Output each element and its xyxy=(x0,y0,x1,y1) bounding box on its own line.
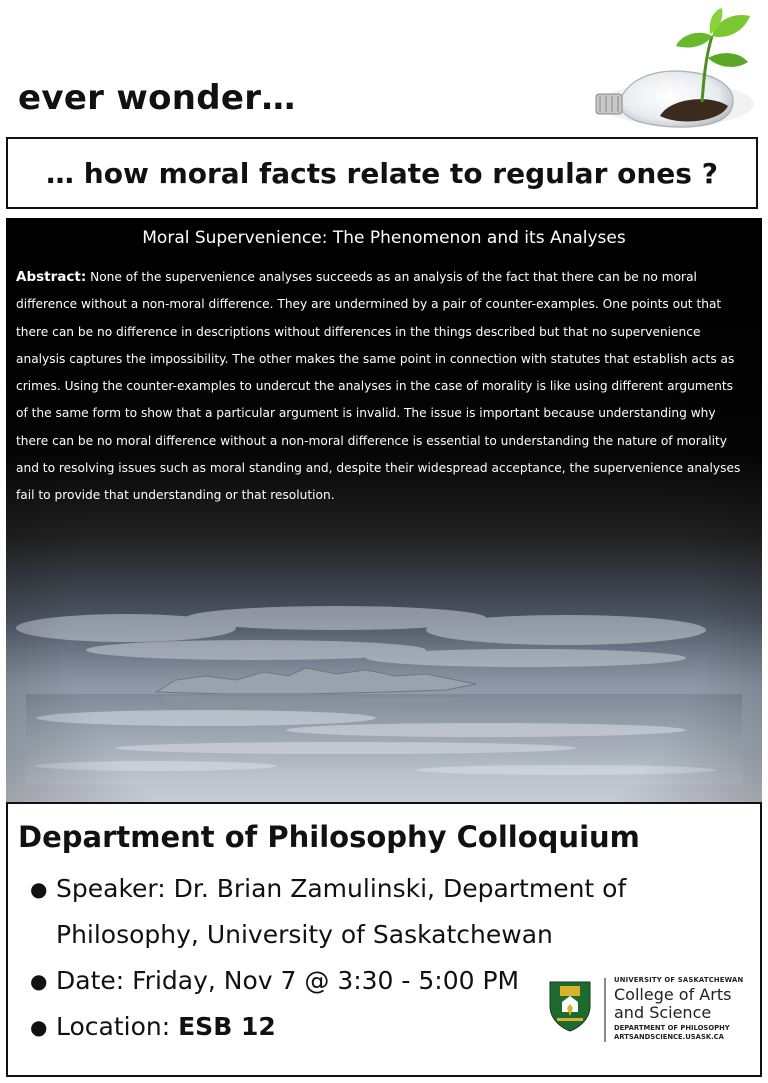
abstract-body: None of the supervenience analyses succeeds as an analysis of the fact that there can be no moral difference without a non-moral difference. They are undermined by a pair of counter-examples. One points out that there can be no difference in descriptions without differences in the things described but that no supervenience analysis captures the impossibility. The other makes the same point in connection with statutes that establish acts as crimes. Using the counter-examples to undercut the analyses in the case of morality is like using different arguments of the same form to show that a particular argument is invalid. The issue is important because understanding why there can be no moral difference without a non-moral difference is essential to understanding the nature of morality and to resolving issues such as moral standing and, despite their widespread acceptance, the supervenience analyses fail to provide that understanding or that resolution. xyxy=(16,270,741,503)
university-crest-icon xyxy=(548,980,592,1032)
lightbulb-plant-icon xyxy=(590,6,760,134)
bullet-icon: ● xyxy=(30,877,48,901)
location-value: ESB 12 xyxy=(178,1012,276,1041)
logo-website: ARTSANDSCIENCE.USASK.CA xyxy=(614,1033,724,1041)
speaker-text: Speaker: Dr. Brian Zamulinski, Department of Philosophy, University of Saskatchewan xyxy=(56,874,627,949)
question-text: … how moral facts relate to regular ones ? xyxy=(46,156,718,190)
logo-department-name: DEPARTMENT OF PHILOSOPHY xyxy=(614,1024,730,1032)
bullet-icon: ● xyxy=(30,1015,48,1039)
college-logo xyxy=(548,974,758,1048)
abstract-panel xyxy=(6,218,762,802)
abstract-label: Abstract: xyxy=(16,269,87,285)
bullet-icon: ● xyxy=(30,969,48,993)
logo-divider xyxy=(604,978,606,1042)
abstract-title: Moral Supervenience: The Phenomenon and its Analyses xyxy=(142,228,626,248)
logo-department xyxy=(614,1024,730,1042)
abstract-text xyxy=(16,264,744,510)
date-text: Date: Friday, Nov 7 @ 3:30 - 5:00 PM xyxy=(56,966,520,995)
headline: ever wonder… xyxy=(18,78,296,118)
colloquium-title: Department of Philosophy Colloquium xyxy=(18,820,640,854)
colloquium-box xyxy=(6,802,762,1077)
question-box xyxy=(6,137,758,209)
location-label: Location: xyxy=(56,1012,179,1041)
logo-college: College of Arts and Science xyxy=(614,985,732,1022)
logo-university: UNIVERSITY OF SASKATCHEWAN xyxy=(614,976,744,984)
speaker-item xyxy=(30,866,670,958)
